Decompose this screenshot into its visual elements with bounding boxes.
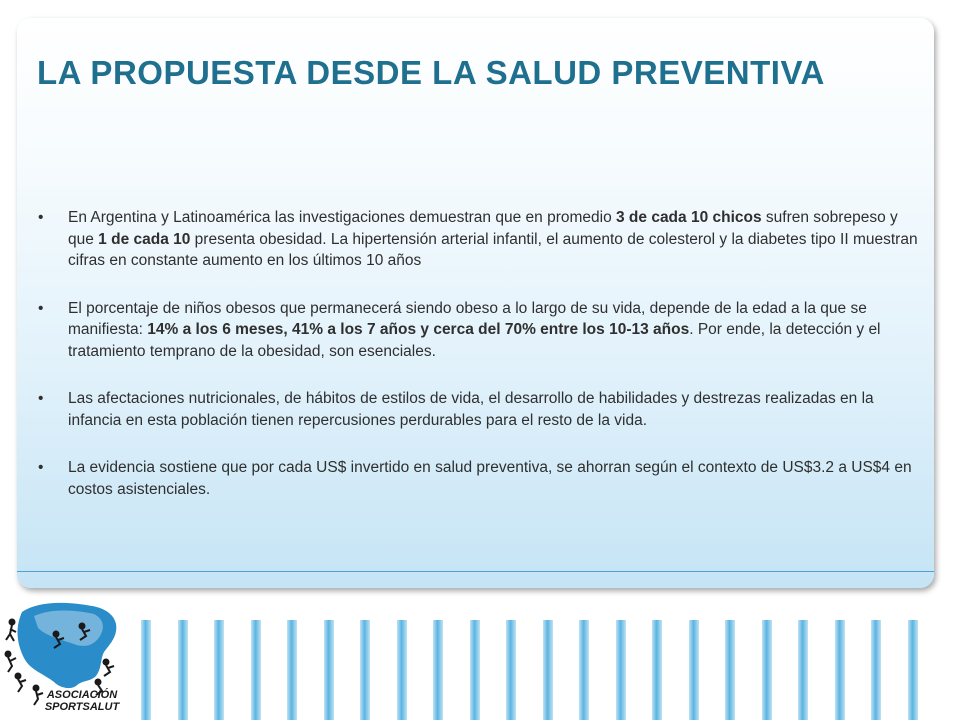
- stripe: [178, 620, 188, 720]
- stripe: [251, 620, 261, 720]
- stripe: [397, 620, 407, 720]
- stripe: [908, 620, 918, 720]
- stripe: [214, 620, 224, 720]
- decorative-stripes: [141, 620, 960, 720]
- bullet-text: presenta obesidad. La hipertensión arterial infantil, el aumento de colesterol y la diabetes tipo II muestran cifras en constante aumento en los últimos 10 años: [68, 230, 918, 269]
- bullet-item: [38, 388, 918, 431]
- stripe: [835, 620, 845, 720]
- stripe: [506, 620, 516, 720]
- stripe: [579, 620, 589, 720]
- stripe: [141, 620, 151, 720]
- stripe: [287, 620, 297, 720]
- stripe: [798, 620, 808, 720]
- stripe: [616, 620, 626, 720]
- stripe: [433, 620, 443, 720]
- stripe: [324, 620, 334, 720]
- stripe: [652, 620, 662, 720]
- sportsalut-logo: [0, 596, 132, 720]
- bullet-text: En Argentina y Latinoamérica las investigaciones demuestran que en promedio: [68, 209, 616, 226]
- bullet-item: [38, 298, 918, 363]
- stripe: [725, 620, 735, 720]
- stripe: [871, 620, 881, 720]
- bullet-item: [38, 207, 918, 272]
- stripe: [543, 620, 553, 720]
- stripe: [470, 620, 480, 720]
- bullet-item: [38, 457, 918, 500]
- slide-title: LA PROPUESTA DESDE LA SALUD PREVENTIVA: [37, 54, 825, 91]
- logo-text-line2: SPORTSALUT: [44, 701, 120, 713]
- bullet-text: El porcentaje de niños obesos que permanecerá siendo obeso a lo largo de su vida, depende de la edad a la que se manifiesta:: [68, 299, 867, 338]
- bullet-text: . Por ende, la detección y el tratamiento temprano de la obesidad, son esenciales.: [68, 321, 881, 360]
- card-divider: [17, 571, 934, 572]
- bullet-list: [38, 207, 918, 500]
- bullet-bold: 3 de cada 10 chicos: [616, 209, 762, 226]
- bullet-text: La evidencia sostiene que por cada US$ invertido en salud preventiva, se ahorran según el contexto de US$3.2 a US$4 en costos asistenciales.: [68, 459, 912, 498]
- logo-text-line1: ASOCIACIÓN: [46, 689, 118, 701]
- bullet-bold: 14% a los 6 meses, 41% a los 7 años y cerca del 70% entre los 10-13 años: [147, 321, 690, 338]
- stripe: [762, 620, 772, 720]
- bullet-text: sufren sobrepeso y que: [68, 209, 898, 248]
- stripe: [360, 620, 370, 720]
- bullet-bold: 1 de cada 10: [98, 230, 191, 248]
- stripe: [689, 620, 699, 720]
- bullet-text: Las afectaciones nutricionales, de hábitos de estilos de vida, el desarrollo de habilidades y destrezas realizadas en la infancia en esta población tienen repercusiones perdurables para el resto de la vida.: [68, 390, 874, 429]
